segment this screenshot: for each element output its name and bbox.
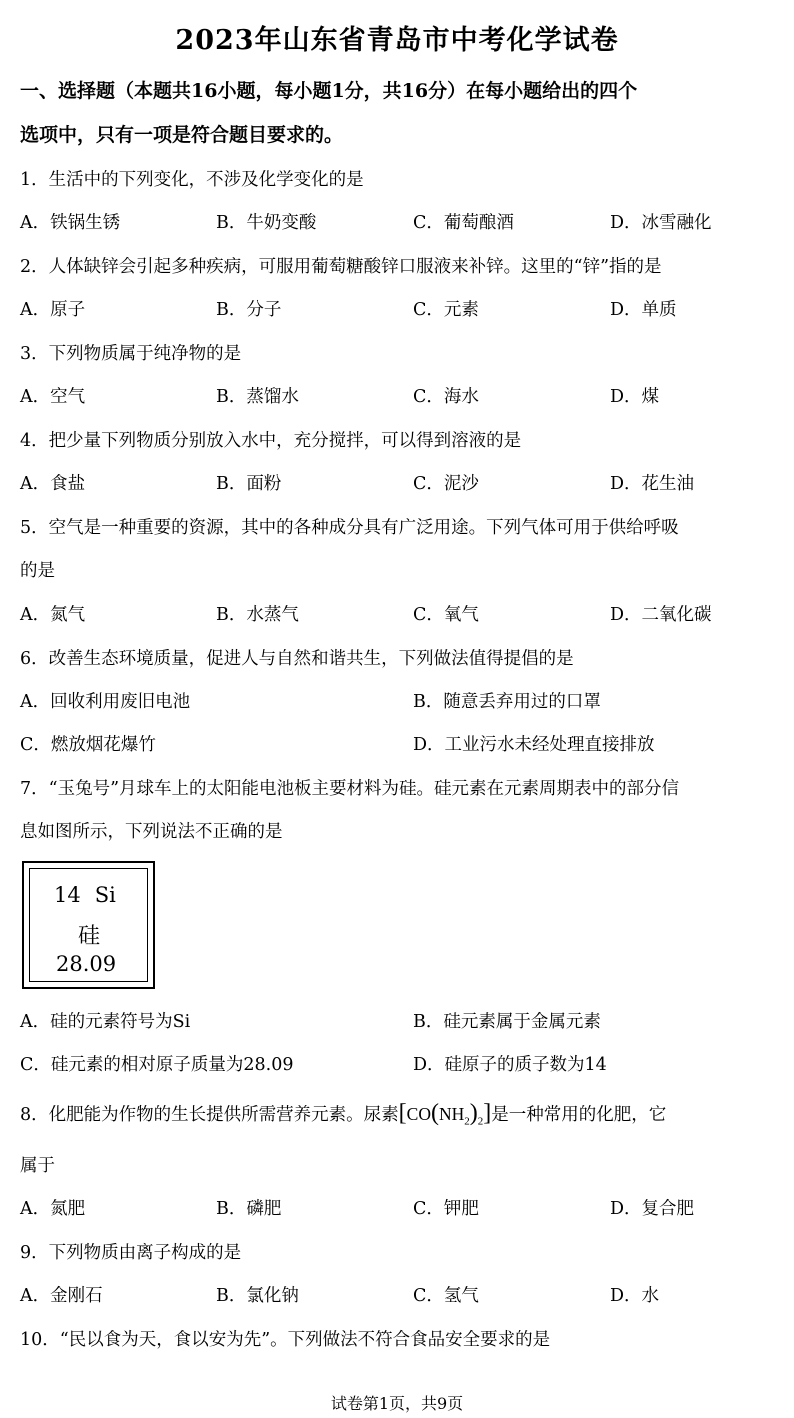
option-d: D．复合肥 bbox=[610, 1199, 695, 1219]
option-d: D．二氧化碳 bbox=[610, 605, 712, 625]
option-b: B．硅元素属于金属元素 bbox=[413, 1012, 601, 1032]
option-a: A．氮肥 bbox=[20, 1199, 86, 1219]
question-8-stem-text: 8．化肥能为作物的生长提供所需营养元素。尿素 bbox=[20, 1105, 399, 1125]
option-a: A．空气 bbox=[20, 387, 86, 407]
question-8-stem-tail: 是一种常用的化肥，它 bbox=[491, 1105, 667, 1125]
option-d: D．煤 bbox=[610, 387, 660, 407]
option-c: C．氧气 bbox=[413, 605, 479, 625]
option-a: A．食盐 bbox=[20, 474, 86, 494]
urea-formula: $[CO(NH_2)_2]$ bbox=[398, 1100, 492, 1128]
question-4-stem: 4．把少量下列物质分别放入水中，充分搅拌，可以得到溶液的是 bbox=[20, 431, 522, 451]
option-b: B．分子 bbox=[216, 300, 282, 320]
option-b: B．磷肥 bbox=[216, 1199, 282, 1219]
option-d: D．工业污水未经处理直接排放 bbox=[413, 735, 655, 755]
option-b: B．牛奶变酸 bbox=[216, 213, 317, 233]
option-d: D．硅原子的质子数为14 bbox=[413, 1055, 607, 1075]
option-b: B．水蒸气 bbox=[216, 605, 299, 625]
question-8-stem bbox=[20, 1100, 780, 1128]
option-c: C．氢气 bbox=[413, 1286, 479, 1306]
periodic-element-card bbox=[22, 861, 155, 989]
question-9-stem: 9．下列物质由离子构成的是 bbox=[20, 1243, 242, 1263]
option-a: A．原子 bbox=[20, 300, 86, 320]
option-a: A．硅的元素符号为Si bbox=[20, 1012, 191, 1032]
option-a: A．铁锅生锈 bbox=[20, 213, 121, 233]
question-5-stem: 5．空气是一种重要的资源，其中的各种成分具有广泛用途。下列气体可用于供给呼吸 bbox=[20, 518, 679, 538]
element-symbol: Si bbox=[94, 883, 116, 907]
atomic-mass: 28.09 bbox=[56, 952, 117, 976]
element-header bbox=[54, 883, 130, 907]
option-a: A．回收利用废旧电池 bbox=[20, 692, 191, 712]
option-d: D．单质 bbox=[610, 300, 677, 320]
section-heading-line2: 选项中，只有一项是符合题目要求的。 bbox=[20, 124, 344, 146]
option-c: C．钾肥 bbox=[413, 1199, 479, 1219]
page-title: 2023年山东省青岛市中考化学试卷 bbox=[175, 25, 619, 56]
option-c: C．泥沙 bbox=[413, 474, 479, 494]
option-d: D．水 bbox=[610, 1286, 660, 1306]
option-d: D．花生油 bbox=[610, 474, 695, 494]
element-name: 硅 bbox=[78, 924, 101, 949]
option-b: B．面粉 bbox=[216, 474, 282, 494]
option-c: C．葡萄酿酒 bbox=[413, 213, 514, 233]
option-c: C．海水 bbox=[413, 387, 479, 407]
option-b: B．氯化钠 bbox=[216, 1286, 299, 1306]
question-5-stem-cont: 的是 bbox=[20, 561, 55, 581]
option-a: A．金刚石 bbox=[20, 1286, 103, 1306]
atomic-number: 14 bbox=[54, 883, 81, 907]
option-d: D．冰雪融化 bbox=[610, 213, 712, 233]
question-3-stem: 3．下列物质属于纯净物的是 bbox=[20, 344, 242, 364]
question-7-stem: 7．“玉兔号”月球车上的太阳能电池板主要材料为硅。硅元素在元素周期表中的部分信 bbox=[20, 779, 680, 799]
option-a: A．氮气 bbox=[20, 605, 86, 625]
element-card-inner bbox=[29, 868, 148, 982]
question-1-stem: 1．生活中的下列变化，不涉及化学变化的是 bbox=[20, 170, 364, 190]
option-c: C．元素 bbox=[413, 300, 479, 320]
option-b: B．随意丢弃用过的口罩 bbox=[413, 692, 601, 712]
question-10-stem: 10．“民以食为天，食以安为先”。下列做法不符合食品安全要求的是 bbox=[20, 1330, 551, 1350]
question-8-stem-cont: 属于 bbox=[20, 1156, 55, 1176]
option-c: C．燃放烟花爆竹 bbox=[20, 735, 156, 755]
option-c: C．硅元素的相对原子质量为28.09 bbox=[20, 1055, 294, 1075]
question-7-stem-cont: 息如图所示，下列说法不正确的是 bbox=[20, 822, 283, 842]
page-footer: 试卷第1页，共9页 bbox=[330, 1394, 464, 1413]
section-heading-line1: 一、选择题（本题共16小题，每小题1分，共16分）在每小题给出的四个 bbox=[20, 80, 638, 102]
question-6-stem: 6．改善生态环境质量，促进人与自然和谐共生，下列做法值得提倡的是 bbox=[20, 649, 574, 669]
question-2-stem: 2．人体缺锌会引起多种疾病，可服用葡萄糖酸锌口服液来补锌。这里的“锌”指的是 bbox=[20, 257, 662, 277]
option-b: B．蒸馏水 bbox=[216, 387, 299, 407]
